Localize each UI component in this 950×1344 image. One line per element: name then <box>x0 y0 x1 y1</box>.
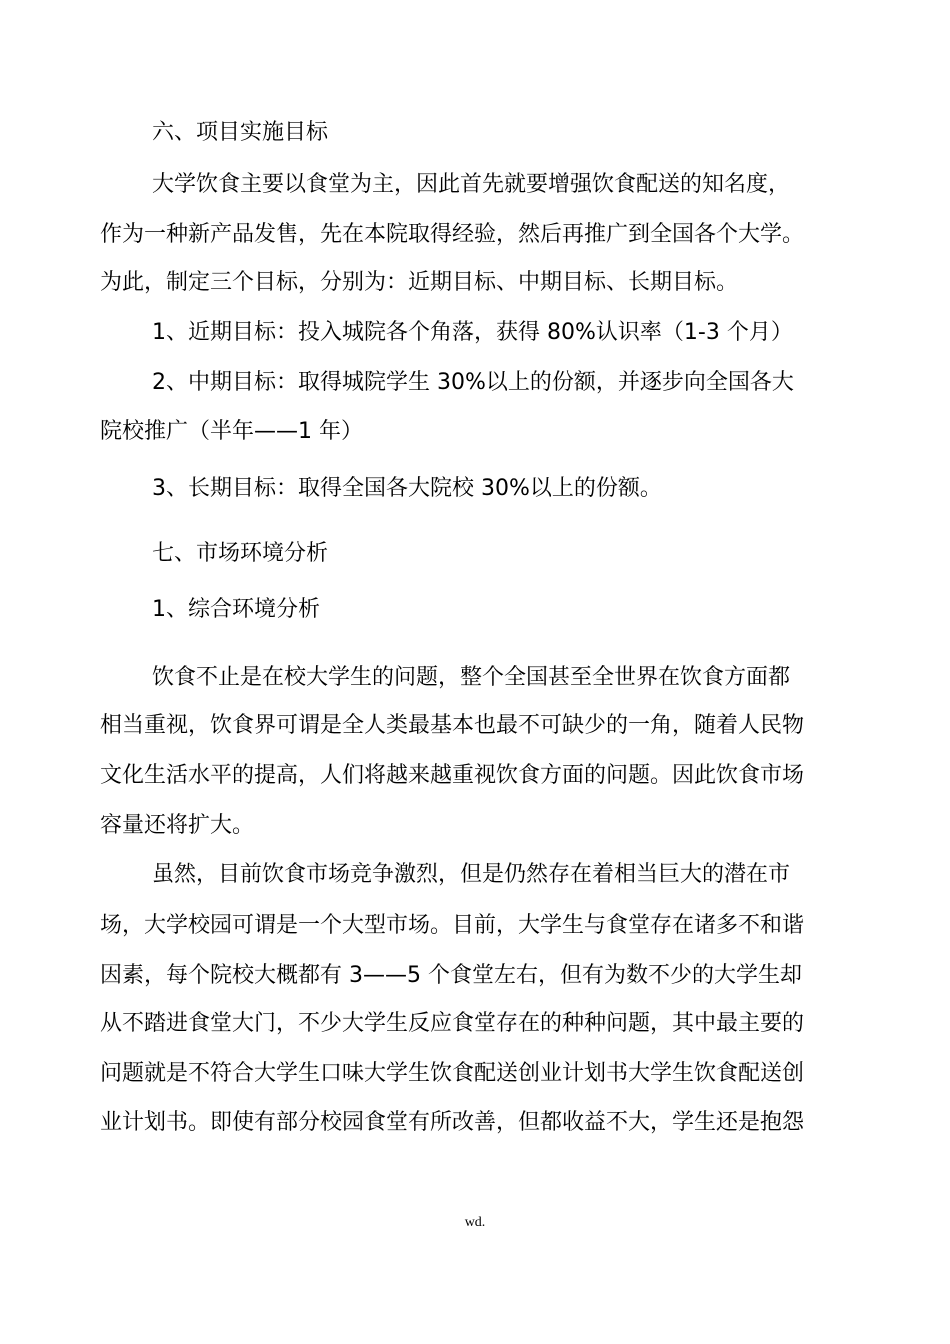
paragraph-line: 因素，每个院校大概都有 3——5 个食堂左右，但有为数不少的大学生却 <box>100 963 802 988</box>
goal-long-term: 3、长期目标：取得全国各大院校 30%以上的份额。 <box>152 476 662 501</box>
paragraph-line: 问题就是不符合大学生口味大学生饮食配送创业计划书大学生饮食配送创 <box>100 1061 805 1086</box>
paragraph-line: 从不踏进食堂大门，不少大学生反应食堂存在的种种问题，其中最主要的 <box>100 1011 805 1036</box>
paragraph-line: 文化生活水平的提高，人们将越来越重视饮食方面的问题。因此饮食市场 <box>100 763 805 788</box>
section-heading-project-goals: 六、项目实施目标 <box>152 120 329 145</box>
paragraph-line: 饮食不止是在校大学生的问题，整个全国甚至全世界在饮食方面都 <box>152 665 791 690</box>
paragraph-line: 为此，制定三个目标，分别为：近期目标、中期目标、长期目标。 <box>100 270 739 295</box>
subsection-heading-environment: 1、综合环境分析 <box>152 597 320 622</box>
goal-short-term: 1、近期目标：投入城院各个角落，获得 80%认识率（1-3 个月） <box>152 320 793 345</box>
paragraph-line: 虽然，目前饮食市场竞争激烈，但是仍然存在着相当巨大的潜在市 <box>152 862 791 887</box>
page-footer: wd. <box>464 1215 486 1230</box>
paragraph-line: 作为一种新产品发售，先在本院取得经验，然后再推广到全国各个大学。 <box>100 222 805 247</box>
paragraph-line: 业计划书。即使有部分校园食堂有所改善，但都收益不大，学生还是抱怨 <box>100 1110 805 1135</box>
goal-mid-term: 2、中期目标：取得城院学生 30%以上的份额，并逐步向全国各大 <box>152 370 794 395</box>
goal-mid-term-cont: 院校推广（半年——1 年） <box>100 419 363 444</box>
paragraph-line: 容量还将扩大。 <box>100 813 255 838</box>
section-heading-market-analysis: 七、市场环境分析 <box>152 541 329 566</box>
paragraph-line: 场，大学校园可谓是一个大型市场。目前，大学生与食堂存在诸多不和谐 <box>100 913 805 938</box>
paragraph-line: 相当重视，饮食界可谓是全人类最基本也最不可缺少的一角，随着人民物 <box>100 713 805 738</box>
paragraph-line: 大学饮食主要以食堂为主，因此首先就要增强饮食配送的知名度， <box>152 172 791 197</box>
